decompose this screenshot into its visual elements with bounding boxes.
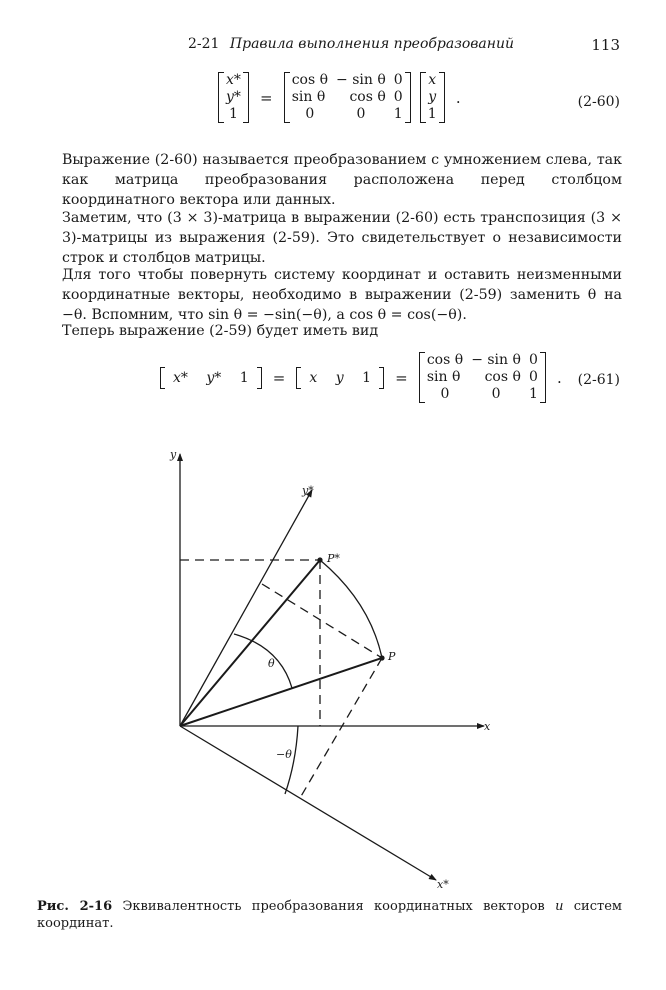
vec-entry: y bbox=[428, 89, 437, 105]
equation-number: (2-60) bbox=[577, 94, 620, 110]
y-axis-label: y bbox=[170, 448, 177, 461]
equals-sign: = bbox=[272, 368, 286, 387]
matrix-cell: cos θ bbox=[426, 352, 464, 368]
p-star-label: P* bbox=[327, 552, 340, 565]
running-header bbox=[0, 36, 666, 56]
rhs-row-vector bbox=[296, 368, 384, 388]
p-label: P bbox=[388, 650, 396, 663]
section-title: Правила выполнения преобразований bbox=[229, 36, 515, 52]
matrix-cell: − sin θ bbox=[336, 72, 386, 88]
lhs-row-vector bbox=[160, 368, 262, 388]
x-star-label: x* bbox=[437, 878, 449, 891]
theta-angle-arc bbox=[234, 634, 292, 688]
matrix-cell: cos θ bbox=[291, 72, 329, 88]
paragraph-1: Выражение (2-60) называется преобразованием с умножением слева, так как матрица преобразования расположена перед столбцом координатного вектора или данных. bbox=[62, 152, 622, 208]
y-star-label: y* bbox=[302, 484, 314, 497]
x-axis-label: x bbox=[484, 720, 491, 733]
transform-matrix bbox=[419, 352, 546, 403]
vec-entry: 1 bbox=[362, 369, 372, 386]
matrix-cell: 0 bbox=[393, 72, 403, 88]
vector-p-star bbox=[180, 560, 320, 726]
lhs-column-vector bbox=[218, 72, 249, 123]
vec-entry: 1 bbox=[229, 106, 238, 122]
matrix-cell: 0 bbox=[305, 106, 315, 122]
matrix-cell: 0 bbox=[440, 386, 450, 402]
x-star-axis bbox=[180, 726, 436, 880]
matrix-cell: 1 bbox=[393, 106, 403, 122]
equation-period: . bbox=[556, 368, 562, 387]
section-heading bbox=[188, 36, 514, 52]
equation-2-60 bbox=[0, 72, 666, 134]
vec-entry: y bbox=[335, 369, 344, 386]
equation-2-61 bbox=[0, 350, 666, 412]
matrix-cell: sin θ bbox=[426, 369, 461, 385]
vec-entry: 1 bbox=[427, 106, 437, 122]
vec-entry: x* bbox=[173, 369, 188, 386]
caption-text: систем координат. bbox=[37, 899, 622, 931]
rotation-arc bbox=[320, 560, 382, 658]
page-number: 113 bbox=[591, 36, 620, 54]
matrix-cell: − sin θ bbox=[471, 352, 521, 368]
matrix-cell: 0 bbox=[393, 89, 403, 105]
vec-entry: y* bbox=[206, 369, 222, 386]
vec-entry: x bbox=[428, 72, 437, 88]
equation-period: . bbox=[455, 88, 461, 107]
caption-text-italic: и bbox=[555, 899, 564, 914]
matrix-cell: 0 bbox=[528, 352, 538, 368]
rhs-column-vector bbox=[420, 72, 445, 123]
equals-sign: = bbox=[260, 88, 273, 107]
projection-line bbox=[300, 658, 382, 798]
paragraph-2: Заметим, что (3 × 3)-матрица в выражении (2-60) есть транспозиция (3 × 3)-матрицы из выражения (2-59). Это свидетельствует о независимости строк и столбцов матрицы. bbox=[62, 210, 622, 266]
point-p bbox=[379, 655, 384, 660]
equals-sign: = bbox=[395, 368, 408, 387]
matrix-cell: 0 bbox=[491, 386, 501, 402]
vector-p bbox=[180, 658, 382, 726]
vec-entry: x bbox=[309, 369, 318, 386]
caption-text: Эквивалентность преобразования координатных векторов bbox=[122, 899, 556, 914]
matrix-cell: 0 bbox=[356, 106, 366, 122]
equation-2-61-body bbox=[160, 352, 568, 403]
figure-caption bbox=[37, 898, 622, 932]
section-number: 2-21 bbox=[188, 36, 220, 52]
y-star-axis bbox=[180, 490, 312, 726]
vec-entry: y* bbox=[226, 89, 241, 105]
vec-entry: x* bbox=[226, 72, 241, 88]
matrix-cell: 0 bbox=[528, 369, 538, 385]
paragraph-3: Для того чтобы повернуть систему координат и оставить неизменными координатные векторы, необходимо в выражении (2-59) заменить θ на −θ. Вспомним, что sin θ = −sin(−θ), а cos θ = cos(−θ). bbox=[62, 267, 622, 323]
vec-entry: 1 bbox=[239, 369, 249, 386]
transform-matrix bbox=[284, 72, 411, 123]
matrix-cell: cos θ bbox=[484, 369, 521, 385]
matrix-cell: sin θ bbox=[291, 89, 326, 105]
minus-theta-label: −θ bbox=[276, 748, 292, 761]
equation-number: (2-61) bbox=[577, 372, 620, 388]
coordinate-rotation-figure bbox=[0, 432, 666, 894]
point-p-star bbox=[317, 557, 322, 562]
paragraph-4: Теперь выражение (2-59) будет иметь вид bbox=[62, 323, 379, 339]
equation-2-60-body bbox=[218, 72, 467, 123]
projection-line bbox=[262, 584, 382, 658]
figure-label: Рис. 2-16 bbox=[37, 899, 113, 914]
matrix-cell: cos θ bbox=[349, 89, 386, 105]
theta-label: θ bbox=[268, 657, 275, 670]
matrix-cell: 1 bbox=[528, 386, 538, 402]
